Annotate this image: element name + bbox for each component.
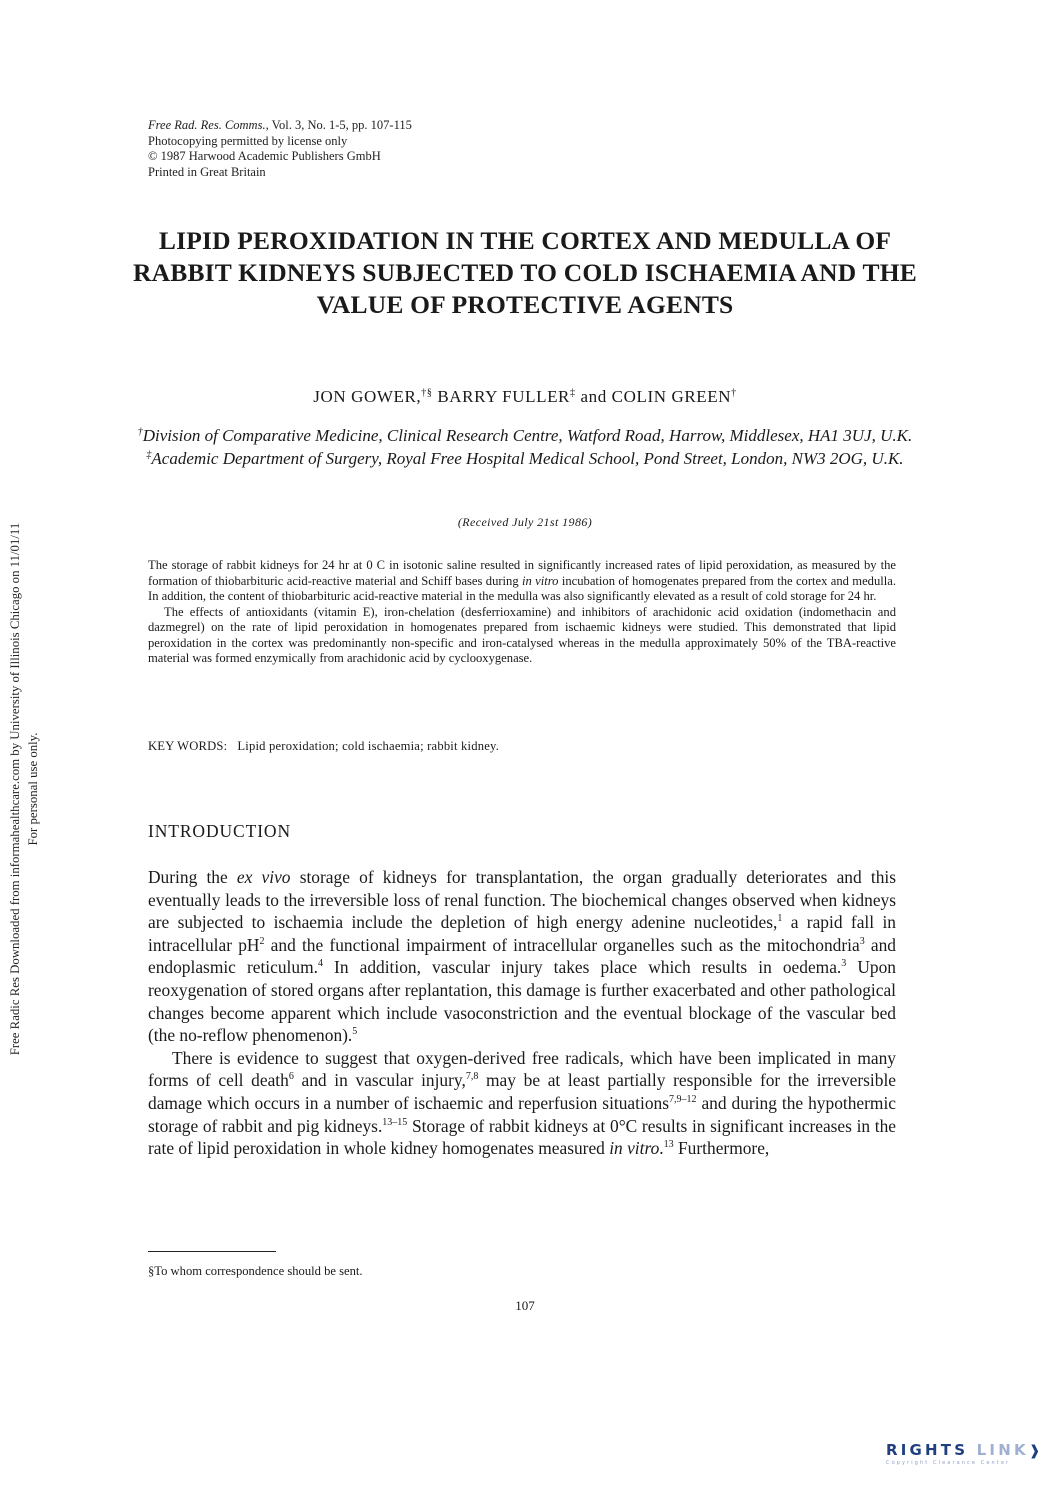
body-text-run: and during the hypothermic storage of rabbit and pig kidneys. xyxy=(148,1092,897,1136)
author-list xyxy=(130,387,920,407)
introduction-paragraph-1 xyxy=(148,866,896,1047)
footnote-divider xyxy=(148,1251,276,1252)
copyright-notice: © 1987 Harwood Academic Publishers GmbH xyxy=(148,149,381,163)
author-fuller: BARRY FULLER xyxy=(432,387,570,406)
body-text-run: Furthermore, xyxy=(673,1138,770,1159)
body-text-run: and in vascular injury, xyxy=(293,1070,466,1091)
affiliation-2: Academic Department of Surgery, Royal Free Hospital Medical School, Pond Street, London, NW3 2OG, U.K. xyxy=(151,449,904,468)
introduction-body xyxy=(148,866,896,1160)
body-text-run: During the xyxy=(148,867,237,887)
rightslink-rights: RIGHTS xyxy=(886,1441,969,1459)
reference-mark: 7,9–12 xyxy=(668,1094,697,1106)
reference-mark: 7,8 xyxy=(465,1071,479,1083)
page-number: 107 xyxy=(515,1298,535,1313)
article-title: LIPID PEROXIDATION IN THE CORTEX AND MEDULLA OF RABBIT KIDNEYS SUBJECTED TO COLD ISCHAEMIA AND THE VALUE OF PROTECTIVE AGENTS xyxy=(133,226,917,319)
introduction-paragraph-2 xyxy=(148,1047,896,1160)
keywords-label: KEY WORDS: xyxy=(148,739,228,753)
footnote: §To whom correspondence should be sent. xyxy=(148,1264,363,1278)
affiliation-1: Division of Comparative Medicine, Clinical Research Centre, Watford Road, Harrow, Middlesex, HA1 3UJ, U.K. xyxy=(142,426,913,445)
personal-use-notice: For personal use only. xyxy=(26,732,40,846)
download-notice: Free Radic Res Downloaded from informahealthcare.com by University of Illinois Chicago on 11/01/11 xyxy=(8,522,22,1056)
photocopy-notice: Photocopying permitted by license only xyxy=(148,133,348,148)
journal-header xyxy=(148,118,412,180)
reference-mark: 1 xyxy=(777,913,783,925)
author-gower: JON GOWER, xyxy=(313,387,422,406)
body-emphasis: in vitro xyxy=(609,1138,660,1159)
reference-mark: 5 xyxy=(352,1026,358,1038)
reference-mark: 3 xyxy=(841,958,847,970)
body-text-run: Upon reoxygenation of stored organs after replantation, this damage is further exacerbated and other pathological changes become apparent which include vasoconstriction and the eventual blockage of the vascular bed (the no-reflow phenomenon). xyxy=(148,957,896,1046)
body-text-run: a rapid fall in intracellular pH xyxy=(148,912,896,955)
keywords xyxy=(148,739,499,754)
author-green-marks: † xyxy=(731,387,737,399)
reference-mark: 3 xyxy=(859,935,865,947)
affiliation-mark-2: ‡ xyxy=(146,449,152,461)
printed-notice: Printed in Great Britain xyxy=(148,164,266,179)
rightslink-arrow-icon: ❱ xyxy=(1028,1443,1044,1459)
affiliation-mark-1: † xyxy=(137,426,143,438)
abstract-paragraph-1 xyxy=(148,558,896,605)
abstract-emphasis: in vitro xyxy=(522,573,559,588)
reference-mark: 4 xyxy=(317,958,323,970)
body-text-run: There is evidence to suggest that oxygen-derived free radicals, which have been implicated in many forms of cell death xyxy=(148,1047,896,1091)
abstract-text: incubation of homogenates prepared from the cortex and medulla. In addition, the content of thiobarbituric acid-reactive material in the medulla was also significantly elevated as a result of cold storage for 24 hr. xyxy=(148,573,897,603)
reference-mark: 13–15 xyxy=(382,1116,408,1128)
body-text-run: storage of kidneys for transplantation, the organ gradually deteriorates and this eventually leads to the irreversible loss of renal function. The biochemical changes observed when kidneys are subjected to ischaemia include the depletion of high energy adenine nucleotides, xyxy=(148,867,896,933)
reference-mark: 6 xyxy=(288,1071,294,1083)
journal-volume: , Vol. 3, No. 1-5, pp. 107-115 xyxy=(265,118,412,132)
rightslink-logo[interactable] xyxy=(886,1441,1044,1473)
received-date: (Received July 21st 1986) xyxy=(457,515,593,529)
introduction-heading: INTRODUCTION xyxy=(148,821,292,841)
rightslink-tagline: Copyright Clearance Center xyxy=(886,1460,1011,1466)
abstract-paragraph-2: The effects of antioxidants (vitamin E), iron-chelation (desferrioxamine) and inhibitors of arachidonic acid oxidation (indomethacin and dazmegrel) on the rate of lipid peroxidation in homogenates prepared from ischaemic kidneys were studied. This demonstrated that lipid peroxidation in the cortex was predominantly non-specific and iron-catalysed whereas in the medulla approximately 50% of the TBA-reactive material was formed enzymically from arachidonic acid by cyclooxygenase. xyxy=(148,604,896,665)
body-text-run: and the functional impairment of intracellular organelles such as the mitochondria xyxy=(264,934,860,955)
affiliations xyxy=(130,424,920,470)
abstract-text: The storage of rabbit kidneys for 24 hr at 0 C in isotonic saline resulted in significantly increased rates of lipid peroxidation, as measured by the formation of thiobarbituric acid-reactive material and Schiff bases during xyxy=(148,558,896,588)
rightslink-link: LINK xyxy=(976,1441,1029,1459)
journal-name: Free Rad. Res. Comms. xyxy=(148,118,266,132)
body-text-run: In addition, vascular injury takes place which results in oedema. xyxy=(322,957,842,978)
reference-mark: 13 xyxy=(663,1139,674,1151)
abstract xyxy=(148,558,896,667)
body-text-run: . xyxy=(659,1138,664,1159)
download-watermark xyxy=(8,394,66,1184)
keywords-text: Lipid peroxidation; cold ischaemia; rabbit kidney. xyxy=(237,739,500,753)
body-emphasis: ex vivo xyxy=(236,867,291,887)
rightslink-wordmark xyxy=(886,1441,1044,1459)
author-gower-marks: †§ xyxy=(421,387,433,399)
body-text-run: and endoplasmic reticulum. xyxy=(148,934,896,978)
author-fuller-marks: ‡ xyxy=(570,387,576,399)
author-green: and COLIN GREEN xyxy=(575,387,732,406)
reference-mark: 2 xyxy=(259,935,265,947)
body-text-run: may be at least partially responsible for the irreversible damage which occurs in a number of ischaemic and reperfusion situations xyxy=(148,1070,896,1113)
journal-citation xyxy=(148,118,412,134)
body-text-run: Storage of rabbit kidneys at 0°C results in significant increases in the rate of lipid peroxidation in whole kidney homogenates measured xyxy=(148,1115,896,1159)
